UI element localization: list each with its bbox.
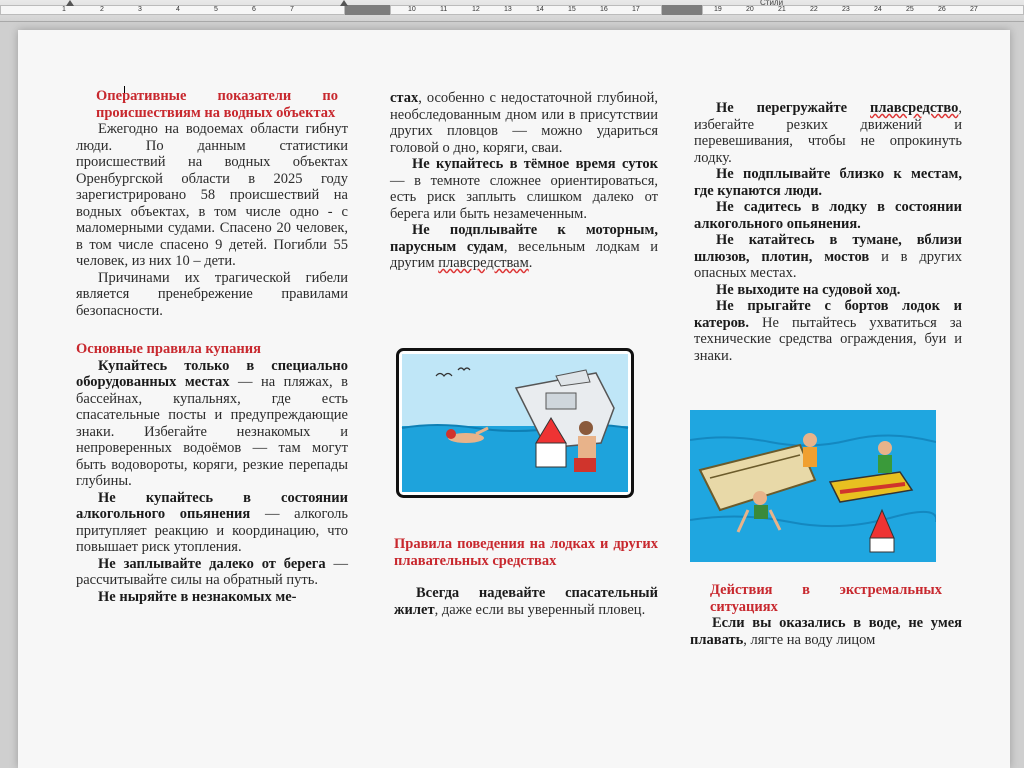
- rule-text: Не пытайтесь ухватиться за технические средства ограждения, буи и знаки.: [694, 314, 962, 364]
- ruler-tick-label: 4: [176, 6, 180, 13]
- rule-text: , избегайте резких движений и перевешивания, чтобы не опрокинуть лодку.: [694, 100, 962, 166]
- rule-dark-time: [390, 156, 658, 222]
- ruler-tick-label: 20: [746, 6, 754, 13]
- rule-text: .: [528, 255, 533, 271]
- ruler-tick-label: 26: [938, 6, 946, 13]
- ruler-tick-label: 15: [568, 6, 576, 13]
- swimmer-and-boat-illustration-icon[interactable]: [396, 348, 634, 498]
- styles-label[interactable]: Стили: [760, 0, 784, 7]
- ruler-tick-label: 1: [62, 6, 66, 13]
- ruler-tick-label: 3: [138, 6, 142, 13]
- rule-text: , лягте на воду лицом: [743, 631, 876, 648]
- rule-bold: Купайтесь только в специально оборудованных местах: [76, 357, 348, 390]
- column-3: [694, 100, 962, 364]
- spell-check-word[interactable]: плавсредство: [870, 100, 959, 116]
- rule-text: — в темноте сложнее ориентироваться, есть риск заплыть слишком далеко от берега или быть незамеченным.: [390, 172, 658, 222]
- rule-bold: Не ныряйте в незнакомых ме-: [98, 588, 297, 605]
- ruler-tick-label: 17: [632, 6, 640, 13]
- rule-life-jacket: [394, 585, 658, 618]
- rule-motor-boats: [390, 222, 658, 272]
- ruler-tick-label: 21: [778, 6, 786, 13]
- ruler-tick-label: 7: [290, 6, 294, 13]
- rule-text: — алкоголь притупляет реакцию и координацию, что повышает риск утопления.: [76, 506, 348, 555]
- main-title: Оперативные показатели по происшествиям на водных объектах: [96, 88, 338, 121]
- column-1: [76, 88, 348, 605]
- ruler-tick-label: 11: [440, 6, 448, 13]
- ruler-margin-left: [345, 5, 390, 15]
- ruler-margin-right: [662, 5, 702, 15]
- boat-rules-title: Правила поведения на лодках и других плавательных средствах: [394, 536, 658, 569]
- rule-text: , даже если вы уверенный пловец.: [434, 601, 646, 618]
- rule-bold: Не садитесь в лодку в состоянии алкогольного опьянения.: [694, 199, 962, 232]
- ruler-tick-label: 27: [970, 6, 978, 13]
- rule-bold: Не катайтесь в тумане, вблизи шлюзов, плотин, мостов: [694, 232, 962, 265]
- rule-bold: Не прыгайте с бортов лодок и катеров.: [694, 298, 962, 331]
- ruler-tick-label: 19: [714, 6, 722, 13]
- column-3-lower: [690, 582, 962, 648]
- ruler-tick-label: 12: [472, 6, 480, 13]
- swim-rules-title: Основные правила купания: [76, 341, 261, 357]
- spell-check-word[interactable]: плавсредствам: [438, 255, 529, 271]
- ruler-tick-label: 14: [536, 6, 544, 13]
- ruler-tick-label: 6: [252, 6, 256, 13]
- rule-no-diving: [76, 589, 348, 606]
- column-2-lower: [394, 536, 658, 618]
- rule-text: и в других опасных местах.: [694, 248, 963, 281]
- ruler-tick-label: 2: [100, 6, 104, 13]
- column-2: [390, 90, 658, 272]
- rule-no-jumping: [694, 298, 962, 364]
- rule-no-near-swimmers: [694, 166, 962, 199]
- ruler-tick-label: 10: [408, 6, 416, 13]
- indent-marker-icon[interactable]: [66, 0, 74, 6]
- rule-no-diving-cont: [390, 90, 658, 156]
- rule-not-far: [76, 556, 348, 589]
- extreme-title: Действия в экстремальных ситуациях: [710, 582, 942, 615]
- ruler-tick-label: 25: [906, 6, 914, 13]
- ruler-tick-label: 5: [214, 6, 218, 13]
- rule-text: , весельным лодкам и другим: [390, 238, 659, 271]
- ruler-tick-label: 16: [600, 6, 608, 13]
- rule-no-shipping-lane: [694, 282, 962, 299]
- rule-bold: Не подплывайте к моторным, парусным судам: [390, 222, 658, 255]
- rule-bold: Если вы оказались в воде, не умея плавать: [690, 615, 962, 648]
- rule-text: , особенно с недостаточной глубиной, необследованным дном или в присутствии других пловцов — можно удариться головой о дно, коряги, сваи.: [390, 90, 658, 156]
- horizontal-ruler[interactable]: [0, 0, 1024, 22]
- rule-bold: Не купайтесь в тёмное время суток: [412, 156, 658, 172]
- rule-bold: Не подплывайте близко к местам, где купаются люди.: [694, 166, 962, 199]
- rule-swim-places: [76, 358, 348, 490]
- rule-no-overload: [694, 100, 962, 166]
- rule-text: — рассчитывайте силы на обратный путь.: [76, 555, 348, 588]
- document-page[interactable]: [18, 30, 1010, 768]
- rule-bold: Не купайтесь в состоянии алкогольного опьянения: [76, 489, 348, 522]
- ruler-tick-label: 13: [504, 6, 512, 13]
- ruler-tick-label: 23: [842, 6, 850, 13]
- rule-bold: Не перегружайте: [716, 100, 870, 116]
- right-indent-marker-icon[interactable]: [340, 0, 348, 6]
- rule-no-fog: [694, 232, 962, 282]
- rule-bold: Не выходите на судовой ход.: [716, 281, 901, 298]
- rule-bold: Не заплывайте далеко от берега: [98, 555, 326, 572]
- rule-bold: Всегда надевайте спасательный жилет: [394, 585, 658, 618]
- boat-accident-illustration-icon[interactable]: [690, 410, 936, 562]
- stats-paragraph: Ежегодно на водоемах области гибнут люди. По данным статистики происшествий на водных объектах Оренбургской области в 2025 году зарегистрировано 58 происшествий на водных объектах, в том числе одно - с маломерными судами. Спасено 20 человек, в том числе спасено 9 детей. Погибли 55 человек, из них 10 – дети.: [76, 121, 348, 269]
- ruler-tick-label: 22: [810, 6, 818, 13]
- rule-no-alcohol: [76, 490, 348, 556]
- rule-bold: стах: [390, 90, 419, 106]
- rule-in-water: [690, 615, 962, 648]
- causes-paragraph: Причинами их трагической гибели является пренебрежение правилами безопасности.: [76, 269, 348, 319]
- ruler-band-mid: [390, 5, 662, 15]
- rule-text: — на пляжах, в бассейнах, купальнях, где есть спасательные посты и предупреждающие знаки. Избегайте незнакомых и непроверенных водоёмов — там могут быть водовороты, коряги, резкие перепады глубины.: [76, 374, 348, 489]
- rule-no-alcohol-boat: [694, 199, 962, 232]
- ruler-tick-label: 24: [874, 6, 882, 13]
